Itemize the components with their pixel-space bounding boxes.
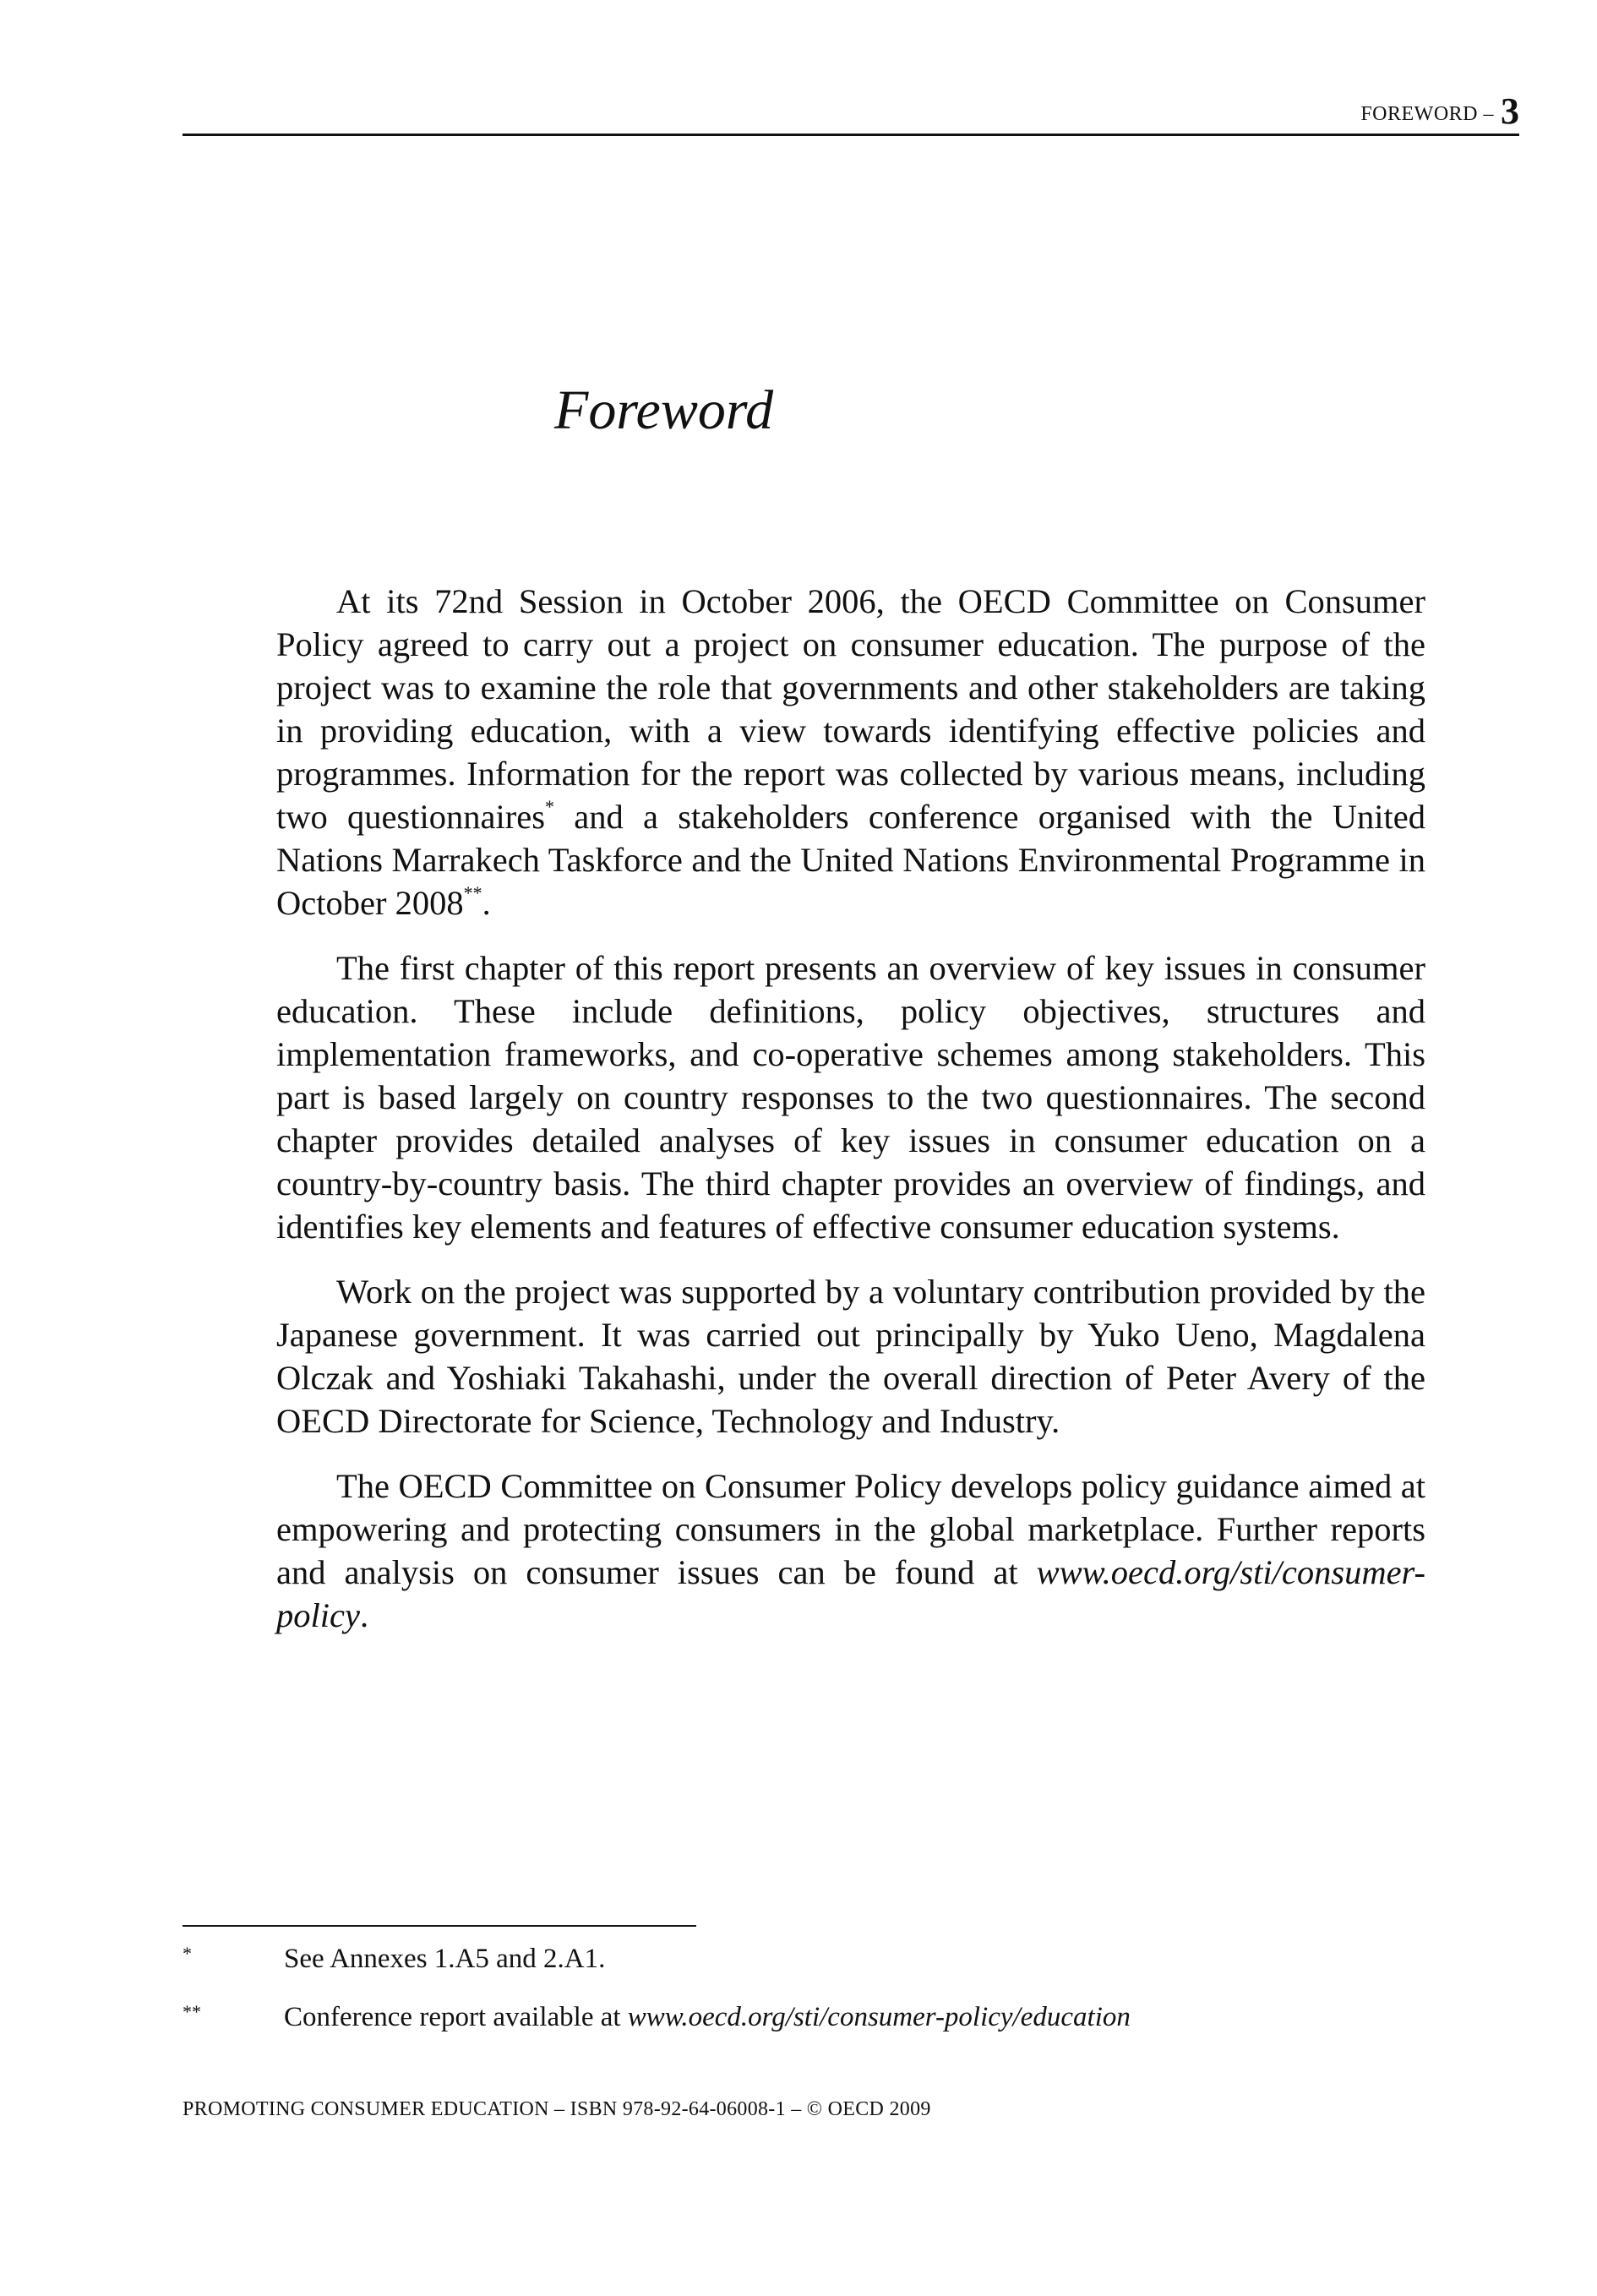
running-header xyxy=(183,85,1519,136)
body-text xyxy=(276,580,1425,1659)
page-number: 3 xyxy=(1501,90,1519,132)
paragraph-4: The OECD Committee on Consumer Policy develops policy guidance aimed at empowering and protecting consumers in the global marketplace. Further reports and analysis on consumer issues can be found at www.oecd.org/sti/consumer-policy. xyxy=(276,1467,1425,1634)
footnote-ref-1[interactable]: * xyxy=(544,796,554,817)
page-footer: PROMOTING CONSUMER EDUCATION – ISBN 978-92-64-06008-1 – © OECD 2009 xyxy=(183,2098,931,2120)
education-report-link[interactable]: www.oecd.org/sti/consumer-policy/education xyxy=(627,2002,1131,2032)
footnotes xyxy=(183,1940,1365,2057)
header-section-label: FOREWORD – xyxy=(1360,103,1494,125)
paragraph-1: At its 72nd Session in October 2006, the OECD Committee on Consumer Policy agreed to carry out a project on consumer education. The purpose of the project was to examine the role that governments and other stakeholders are taking in providing education, with a view towards identifying effective policies and programmes. Information for the report was collected by various means, including two questionnaires* and a stakeholders conference organised with the United Nations Marrakech Taskforce and the United Nations Environmental Programme in October 2008**. xyxy=(276,582,1425,922)
footnote-2 xyxy=(183,1999,1365,2036)
footnote-1 xyxy=(183,1940,1365,1977)
consumer-policy-link[interactable]: www.oecd.org/sti/consumer-policy xyxy=(276,1553,1425,1634)
footnote-ref-2[interactable]: ** xyxy=(463,882,482,903)
footnote-text: Conference report available at www.oecd.org/sti/consumer-policy/education xyxy=(284,2002,1131,2032)
footnote-mark: * xyxy=(183,1943,192,1964)
footnote-mark: ** xyxy=(183,2001,201,2022)
paragraph-2: The first chapter of this report presents an overview of key issues in consumer education. These include definitions, policy objectives, structures and implementation frameworks, and co-operative schemes among stakeholders. This part is based largely on country responses to the two questionnaires. The second chapter provides detailed analyses of key issues in consumer education on a country-by-country basis. The third chapter provides an overview of findings, and identifies key elements and features of effective consumer education systems. xyxy=(276,949,1425,1246)
footnote-text: See Annexes 1.A5 and 2.A1. xyxy=(284,1944,606,1974)
paragraph-3: Work on the project was supported by a voluntary contribution provided by the Japanese government. It was carried out principally by Yuko Ueno, Magdalena Olczak and Yoshiaki Takahashi, under the overall direction of Peter Avery of the OECD Directorate for Science, Technology and Industry. xyxy=(276,1273,1425,1440)
footnote-divider xyxy=(183,1925,696,1927)
page-title: Foreword xyxy=(554,379,774,441)
